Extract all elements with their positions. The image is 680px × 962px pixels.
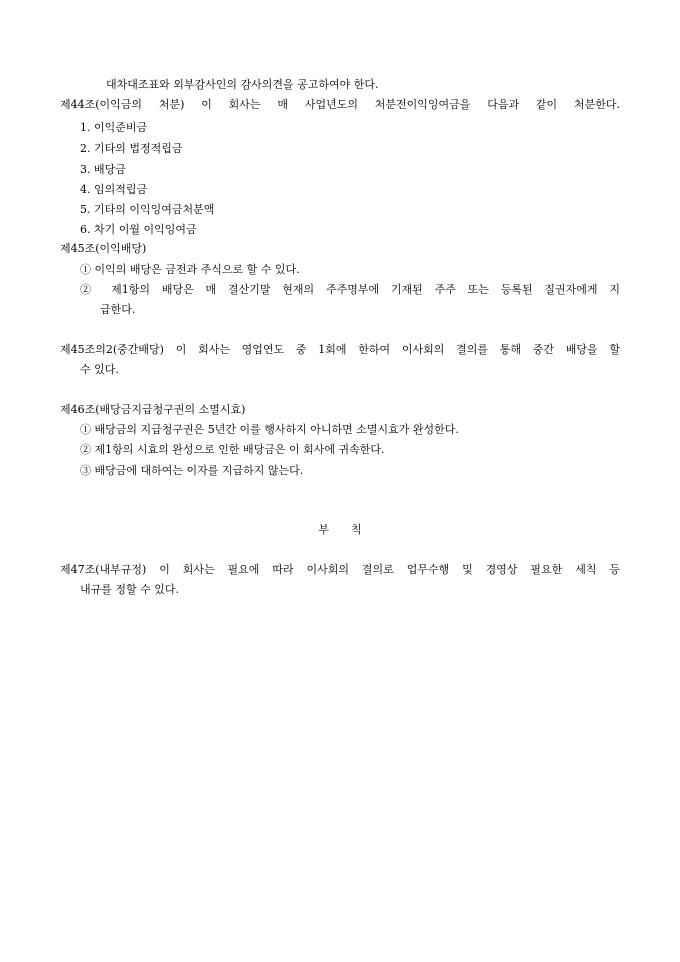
article-47-text: 제47조(내부규정) 이 회사는 필요에 따라 이사회의 결의로 업무수행 및 경영상 필요한 세칙 등 — [60, 563, 620, 576]
article-46-heading: 제46조(배당금지급청구권의 소멸시효) — [60, 403, 246, 416]
article-46-paragraph-1: ① 배당금의 지급청구권은 5년간 이를 행사하지 아니하면 소멸시효가 완성한다. — [80, 423, 459, 436]
article-45-2-text-cont: 수 있다. — [80, 363, 119, 376]
article-44-item: 5. 기타의 이익잉여금처분액 — [80, 203, 215, 216]
article-46-paragraph-2: ② 제1항의 시효의 완성으로 인한 배당금은 이 회사에 귀속한다. — [80, 443, 385, 456]
article-47-text-cont: 내규를 정할 수 있다. — [80, 583, 179, 596]
article-44-item: 4. 임의적립금 — [80, 183, 148, 196]
supplementary-provisions-title: 부칙 — [318, 523, 384, 536]
article-46-paragraph-3: ③ 배당금에 대하여는 이자를 지급하지 않는다. — [80, 464, 304, 477]
article-44-heading: 제44조(이익금의 처분) 이 회사는 매 사업년도의 처분전이익잉여금을 다음과 같이 처분한다. — [60, 98, 620, 111]
article-44-item: 2. 기타의 법정적립금 — [80, 142, 183, 155]
article-44-item: 6. 차기 이월 이익잉여금 — [80, 223, 197, 236]
article-45-heading: 제45조(이익배당) — [60, 242, 147, 255]
article-45-paragraph-2: ② 제1항의 배당은 매 결산기말 현재의 주주명부에 기재된 주주 또는 등록된 질권자에게 지 — [80, 283, 620, 296]
article-45-2-text: 제45조의2(중간배당) 이 회사는 영업연도 중 1회에 한하여 이사회의 결의를 통해 중간 배당을 할 — [60, 343, 620, 356]
article-45-paragraph-2-cont: 급한다. — [100, 303, 136, 316]
article-44-item: 3. 배당금 — [80, 163, 126, 176]
article-45-paragraph-1: ① 이익의 배당은 금전과 주식으로 할 수 있다. — [80, 263, 300, 276]
article-43-tail: 대차대조표와 외부감사인의 감사의견을 공고하여야 한다. — [106, 78, 379, 91]
article-44-item: 1. 이익준비금 — [80, 121, 148, 134]
